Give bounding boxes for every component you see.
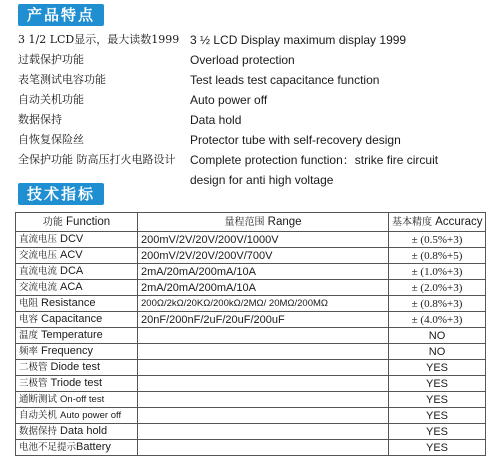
- feature-en: Protector tube with self-recovery design: [190, 133, 401, 147]
- feature-en: Auto power off: [190, 93, 268, 107]
- accuracy-cell: NO: [389, 328, 486, 344]
- function-cell: 通断测试 On-off test: [16, 392, 138, 408]
- table-row: [16, 312, 486, 328]
- table-row: [16, 408, 486, 424]
- feature-cn: 过载保护功能: [18, 53, 84, 66]
- specs-heading: 技术指标: [18, 183, 104, 205]
- function-cell: 电池不足提示Battery: [16, 440, 138, 456]
- feature-cn: 3 1/2 LCD显示，最大读数1999: [18, 33, 180, 46]
- header-range: 量程范围 Range: [138, 213, 389, 232]
- function-cell: 频率 Frequency: [16, 344, 138, 360]
- table-row: [16, 344, 486, 360]
- accuracy-cell: ± (1.0%+3): [389, 264, 486, 280]
- feature-en: 3 ½ LCD Display maximum display 1999: [190, 33, 407, 47]
- table-row: [16, 232, 486, 248]
- table-row: [16, 248, 486, 264]
- accuracy-cell: YES: [389, 360, 486, 376]
- feature-list: [18, 30, 494, 190]
- feature-en: Complete protection function：strike fire circuit: [190, 153, 439, 167]
- range-cell: 200Ω/2kΩ/20KΩ/200kΩ/2MΩ/ 20MΩ/200MΩ: [138, 296, 389, 312]
- range-cell: [138, 360, 389, 376]
- accuracy-cell: ± (4.0%+3): [389, 312, 486, 328]
- feature-item: [18, 50, 494, 70]
- function-cell: 三极管 Triode test: [16, 376, 138, 392]
- accuracy-cell: ± (0.5%+3): [389, 232, 486, 248]
- feature-item: [18, 130, 494, 150]
- accuracy-cell: YES: [389, 408, 486, 424]
- feature-en: design for anti high voltage: [190, 173, 334, 187]
- accuracy-cell: YES: [389, 440, 486, 456]
- table-row: [16, 440, 486, 456]
- function-cell: 二极管 Diode test: [16, 360, 138, 376]
- table-row: [16, 424, 486, 440]
- range-cell: [138, 328, 389, 344]
- range-cell: [138, 408, 389, 424]
- range-cell: [138, 440, 389, 456]
- accuracy-cell: NO: [389, 344, 486, 360]
- header-accuracy: 基本精度 Accuracy: [389, 213, 486, 232]
- function-cell: 温度 Temperature: [16, 328, 138, 344]
- function-cell: 交流电流 ACA: [16, 280, 138, 296]
- accuracy-cell: ± (2.0%+3): [389, 280, 486, 296]
- function-cell: 自动关机 Auto power off: [16, 408, 138, 424]
- table-row: [16, 376, 486, 392]
- table-row: [16, 392, 486, 408]
- function-cell: 数据保持 Data hold: [16, 424, 138, 440]
- range-cell: 200mV/2V/20V/200V/1000V: [138, 232, 389, 248]
- feature-item: [18, 30, 494, 50]
- feature-cn: 自动关机功能: [18, 93, 84, 106]
- accuracy-cell: YES: [389, 424, 486, 440]
- header-function: 功能 Function: [16, 213, 138, 232]
- function-cell: 电阻 Resistance: [16, 296, 138, 312]
- function-cell: 直流电流 DCA: [16, 264, 138, 280]
- table-header-row: [16, 213, 486, 232]
- feature-item: [18, 90, 494, 110]
- table-row: [16, 264, 486, 280]
- range-cell: 2mA/20mA/200mA/10A: [138, 280, 389, 296]
- feature-item: [18, 150, 494, 170]
- range-cell: 20nF/200nF/2uF/20uF/200uF: [138, 312, 389, 328]
- table-row: [16, 296, 486, 312]
- accuracy-cell: ± (0.8%+5): [389, 248, 486, 264]
- feature-cn: 全保护功能 防高压打火电路设计: [18, 153, 176, 166]
- accuracy-cell: ± (0.8%+3): [389, 296, 486, 312]
- features-heading: 产品特点: [18, 4, 104, 26]
- table-row: [16, 280, 486, 296]
- range-cell: [138, 376, 389, 392]
- range-cell: 2mA/20mA/200mA/10A: [138, 264, 389, 280]
- feature-cn: 数据保持: [18, 113, 62, 126]
- accuracy-cell: YES: [389, 392, 486, 408]
- feature-cn: 表笔测试电容功能: [18, 73, 106, 86]
- feature-item: [18, 70, 494, 90]
- table-row: [16, 360, 486, 376]
- feature-en: Overload protection: [190, 53, 295, 67]
- function-cell: 交流电压 ACV: [16, 248, 138, 264]
- feature-cn: 自恢复保险丝: [18, 133, 84, 146]
- range-cell: [138, 344, 389, 360]
- range-cell: [138, 392, 389, 408]
- feature-en: Data hold: [190, 113, 242, 127]
- feature-item: [18, 110, 494, 130]
- feature-en: Test leads test capacitance function: [190, 73, 380, 87]
- range-cell: 200mV/2V/20V/200V/700V: [138, 248, 389, 264]
- table-row: [16, 328, 486, 344]
- function-cell: 直流电压 DCV: [16, 232, 138, 248]
- function-cell: 电容 Capacitance: [16, 312, 138, 328]
- spec-table: [15, 212, 486, 456]
- accuracy-cell: YES: [389, 376, 486, 392]
- range-cell: [138, 424, 389, 440]
